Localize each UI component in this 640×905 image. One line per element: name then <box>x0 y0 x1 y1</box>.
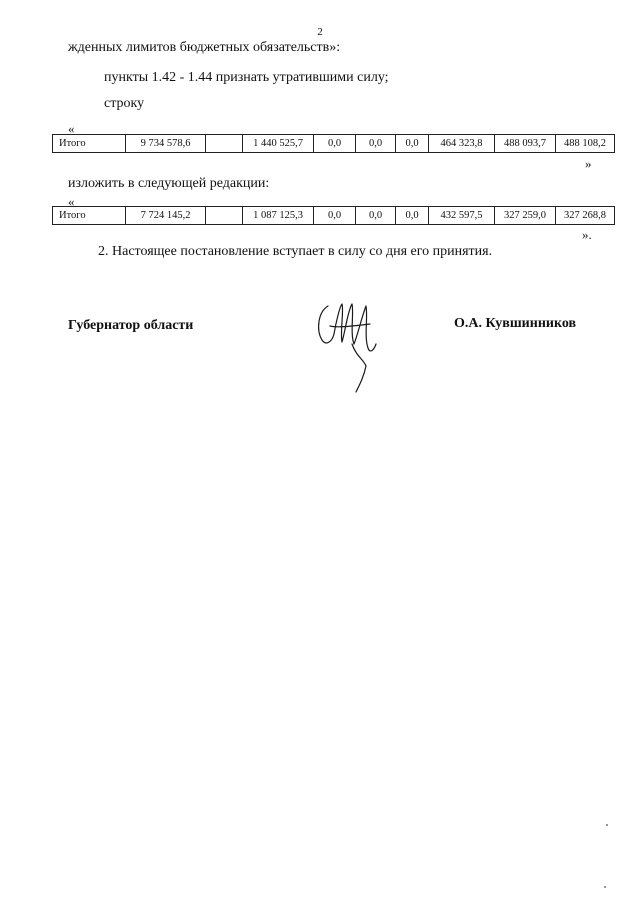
table-cell: 432 597,5 <box>429 207 495 225</box>
table-cell: 0,0 <box>356 207 396 225</box>
scan-speck <box>606 824 608 826</box>
table-old-row <box>52 134 615 153</box>
close-quote-old: » <box>585 156 592 171</box>
text-line-row: строку <box>104 96 145 111</box>
text-line-points: пункты 1.42 - 1.44 признать утратившими силу; <box>104 70 389 85</box>
handwritten-signature <box>312 296 382 401</box>
table-cell: 1 440 525,7 <box>243 135 314 153</box>
table-cell: 464 323,8 <box>429 135 495 153</box>
table-cell: Итого <box>53 135 126 153</box>
table-cell <box>206 135 243 153</box>
table-cell: 0,0 <box>314 135 356 153</box>
table-cell: 0,0 <box>396 207 429 225</box>
table-cell: 1 087 125,3 <box>243 207 314 225</box>
table-cell: 327 259,0 <box>495 207 556 225</box>
page-number: 2 <box>317 26 323 38</box>
signatory-position: Губернатор области <box>68 318 194 333</box>
text-line-effective: 2. Настоящее постановление вступает в силу со дня его принятия. <box>98 244 493 259</box>
table-cell: 327 268,8 <box>556 207 615 225</box>
table-cell: 488 108,2 <box>556 135 615 153</box>
table-cell: 0,0 <box>314 207 356 225</box>
table-row <box>53 207 615 225</box>
table-cell: 7 724 145,2 <box>126 207 206 225</box>
table-cell: 0,0 <box>356 135 396 153</box>
table-new-row <box>52 206 615 225</box>
text-line-limits: жденных лимитов бюджетных обязательств»: <box>68 40 341 55</box>
signatory-name: О.А. Кувшинников <box>454 316 577 331</box>
open-quote-new: « <box>68 194 75 209</box>
scan-speck <box>604 886 606 888</box>
table-cell: Итого <box>53 207 126 225</box>
table-cell <box>206 207 243 225</box>
open-quote-old: « <box>68 121 75 136</box>
table-cell: 488 093,7 <box>495 135 556 153</box>
table-cell: 9 734 578,6 <box>126 135 206 153</box>
text-line-new-edition: изложить в следующей редакции: <box>68 176 270 191</box>
table-row <box>53 135 615 153</box>
table-cell: 0,0 <box>396 135 429 153</box>
close-quote-new: ». <box>582 227 592 242</box>
